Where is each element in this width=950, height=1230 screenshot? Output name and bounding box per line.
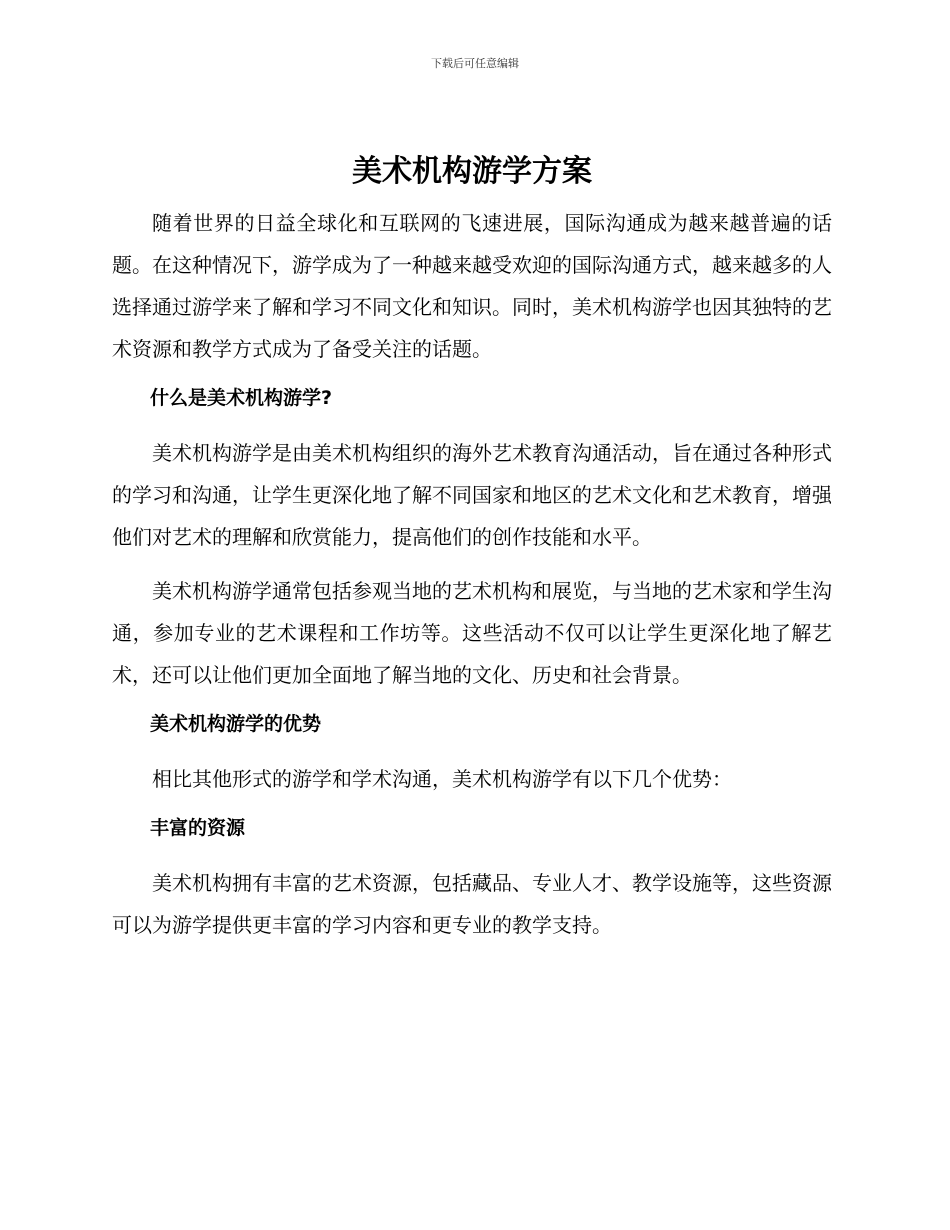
intro-paragraph: 随着世界的日益全球化和互联网的飞速进展，国际沟通成为越来越普遍的话题。在这种情况下，游学成为了一种越来越受欢迎的国际沟通方式，越来越多的人选择通过游学来了解和学习不同文化和知识。同时，美术机构游学也因其独特的艺术资源和教学方式成为了备受关注的话题。 [112, 211, 832, 361]
document-body [112, 148, 832, 946]
heading-advantages: 美术机构游学的优势 [150, 713, 322, 735]
heading-resources: 丰富的资源 [150, 817, 246, 839]
heading-what-is: 什么是美术机构游学? [150, 387, 333, 409]
header-note: 下载后可任意编辑 [431, 57, 519, 70]
resources-paragraph: 美术机构拥有丰富的艺术资源，包括藏品、专业人才、教学设施等，这些资源可以为游学提供更丰富的学习内容和更专业的教学支持。 [112, 871, 832, 937]
what-paragraph-2: 美术机构游学通常包括参观当地的艺术机构和展览，与当地的艺术家和学生沟通，参加专业的艺术课程和工作坊等。这些活动不仅可以让学生更深化地了解艺术，还可以让他们更加全面地了解当地的文化、历史和社会背景。 [112, 579, 832, 687]
advantages-intro: 相比其他形式的游学和学术沟通，美术机构游学有以下几个优势： [152, 767, 732, 791]
what-paragraph-1: 美术机构游学是由美术机构组织的海外艺术教育沟通活动，旨在通过各种形式的学习和沟通，让学生更深化地了解不同国家和地区的艺术文化和艺术教育，增强他们对艺术的理解和欣赏能力，提高他们的创作技能和水平。 [112, 441, 832, 549]
document-title: 美术机构游学方案 [352, 154, 592, 189]
